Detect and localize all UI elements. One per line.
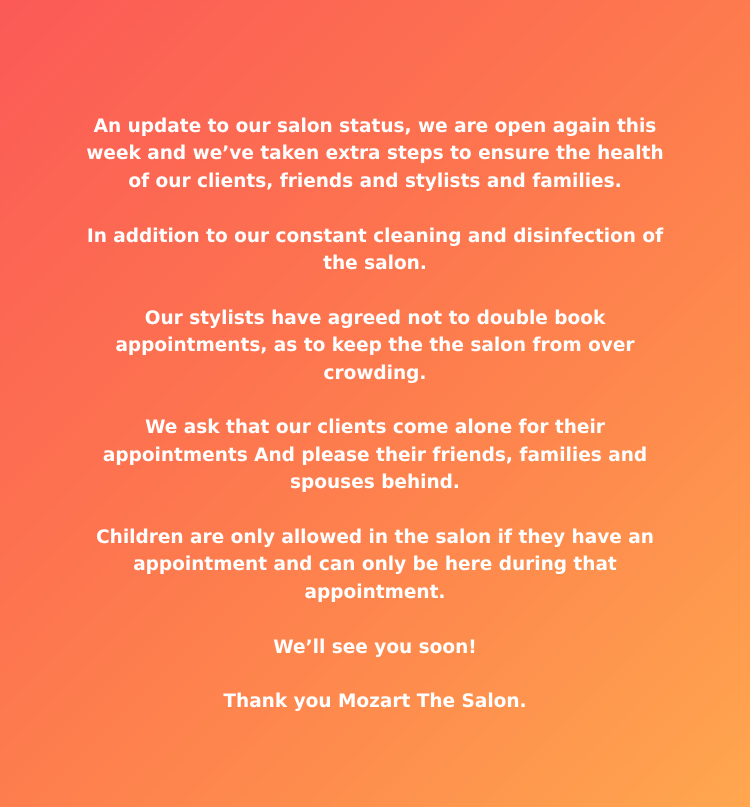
announcement-text <box>75 113 675 716</box>
paragraph-come-alone: We ask that our clients come alone for their appointments And please their friends, families and spouses behind. <box>102 417 648 494</box>
paragraph-no-double-booking: Our stylists have agreed not to double book appointments, as to keep the the salon from over crowding. <box>115 307 635 384</box>
paragraph-see-you-soon: We’ll see you soon! <box>273 636 477 658</box>
paragraph-cleaning: In addition to our constant cleaning and disinfection of the salon. <box>86 225 664 275</box>
paragraph-salon-status: An update to our salon status, we are open again this week and we’ve taken extra steps to ensure the health of our clients, friends and stylists and families. <box>86 116 664 192</box>
paragraph-children-policy: Children are only allowed in the salon if they have an appointment and can only be here during that appointment. <box>96 527 654 603</box>
paragraph-signature: Thank you Mozart The Salon. <box>223 691 527 713</box>
